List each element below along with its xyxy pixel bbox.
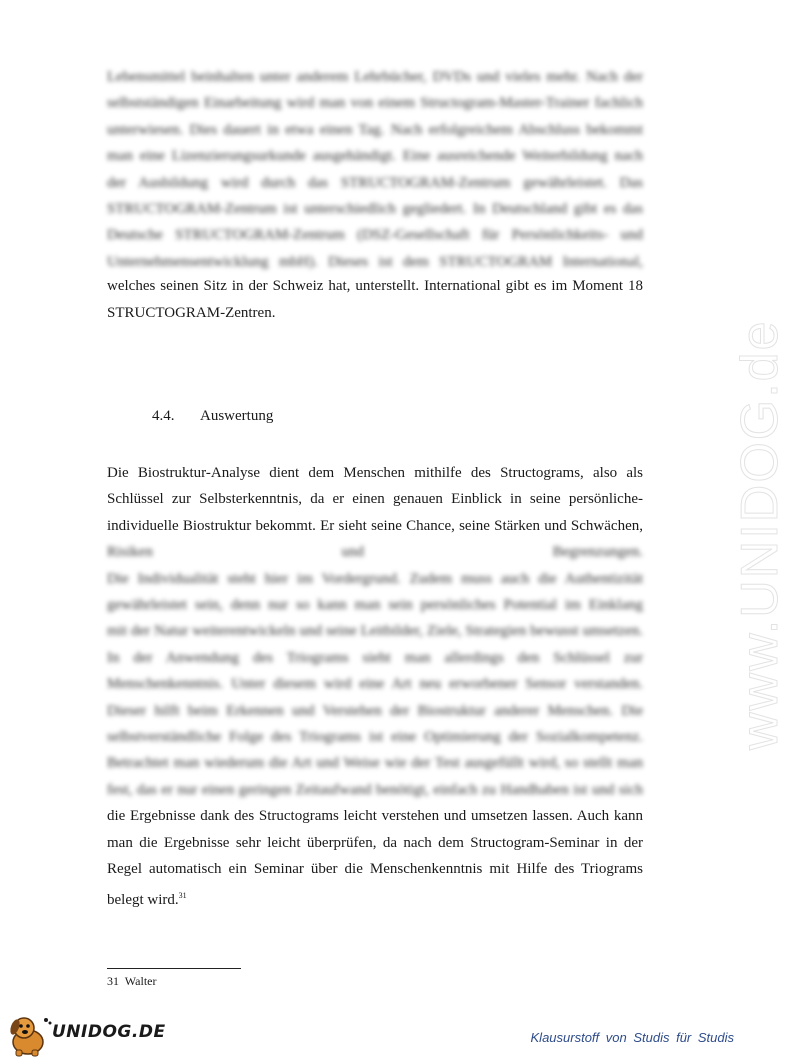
paragraph-line-blurred: Menschenkenntnis. Unter diesem wird eine Art neu erworbener Sensor verstanden. [107, 676, 643, 693]
paragraph-line-blurred: selbstständigen Einarbeitung wird man von einem Structogram-Master-Trainer fachlich [107, 95, 643, 112]
paragraph-line-blurred: mit der Natur weiterentwickeln und seine Leitbilder, Ziele, Strategien bewusst umsetzen. [107, 623, 643, 640]
paragraph-line: Regel automatisch ein Seminar über die Menschenkenntnis mit Hilfe des Triograms [107, 861, 643, 878]
paragraph-line-blurred: Risiken und Begrenzungen. [107, 544, 643, 561]
unidog-logo[interactable] [4, 1012, 166, 1058]
paragraph-last-line [107, 883, 643, 913]
paragraph-line-blurred: der Ausbildung wird durch das STRUCTOGRAM-Zentrum gewährleistet. Das [107, 174, 643, 191]
section-title: Auswertung [200, 408, 274, 424]
footnote-text: Walter [124, 974, 157, 988]
paragraph-line-blurred: Lebensmittel beinhalten unter anderem Lehrbücher, DVDs und vieles mehr. Nach der [107, 69, 643, 85]
dog-mascot-icon [4, 1012, 52, 1058]
footnote [107, 974, 156, 989]
paragraph-line: die Ergebnisse dank des Structograms leicht verstehen und umsetzen lassen. Auch kann [107, 808, 643, 825]
paragraph-line: man die Ergebnisse sehr leicht überprüfen, da nach dem Structogram-Seminar in der [107, 834, 643, 851]
logo-text: UNIDOG.DE [52, 1022, 166, 1042]
section-heading [152, 408, 273, 425]
unidog-watermark [690, 270, 789, 750]
paragraph-line-blurred: Die Individualität steht hier im Vordergrund. Zudem muss auch die Authentizität [107, 570, 643, 587]
footer-tagline: Klausurstoff von Studis für Studis [530, 1030, 734, 1045]
watermark-text: www.UNIDOG.de [731, 319, 789, 750]
footnote-number: 31 [107, 974, 119, 988]
paragraph-line-blurred: Dieser hilft beim Erkennen und Verstehen der Biostruktur anderer Menschen. Die [107, 702, 643, 719]
paragraph-line-blurred: man eine Lizenzierungsurkunde ausgehändigt. Eine ausreichende Weiterbildung nach [107, 148, 643, 165]
footnote-divider [107, 968, 241, 969]
paragraph-line: STRUCTOGRAM-Zentren. [107, 304, 276, 321]
paragraph-line-blurred: Deutsche STRUCTOGRAM-Zentrum (DSZ-Gesellschaft für Persönlichkeits- und [107, 227, 643, 244]
paragraph-line: Schlüssel zur Selbsterkenntnis, da er einen genauen Einblick in seine persönliche- [107, 491, 643, 508]
paragraph-structogram-zentrum [107, 64, 643, 326]
paragraph-line-blurred: In der Anwendung des Triograms sieht man allerdings den Schlüssel zur [107, 649, 643, 666]
paragraph-line: Die Biostruktur-Analyse dient dem Menschen mithilfe des Structograms, also als [107, 465, 643, 481]
paragraph-line-blurred: selbstverständliche Folge des Triograms ist eine Optimierung der Sozialkompetenz. [107, 729, 643, 746]
section-number: 4.4. [152, 408, 175, 424]
paragraph-line-blurred: fest, das er nur einen geringen Zeitaufwand benötigt, einfach zu Handhaben ist und sich [107, 781, 643, 798]
paragraph-line-blurred: Unternehmensentwicklung mbH). Dieses ist dem STRUCTOGRAM International, [107, 253, 643, 270]
paragraph-line-blurred: gewährleistet sein, denn nur so kann man sein persönliches Potential im Einklang [107, 597, 643, 614]
paragraph-auswertung [107, 460, 643, 913]
paragraph-line-blurred: Betrachtet man wiederum die Art und Weise wie der Test ausgefüllt wird, so stellt man [107, 755, 643, 772]
last-line-text: belegt wird. [107, 891, 179, 908]
paragraph-line: welches seinen Sitz in der Schweiz hat, unterstellt. International gibt es im Moment 18 [107, 278, 643, 295]
footnote-reference[interactable]: 31 [178, 890, 187, 900]
paragraph-line: individuelle Biostruktur bekommt. Er sieht seine Chance, seine Stärken und Schwächen, [107, 517, 643, 534]
paragraph-line-blurred: STRUCTOGRAM-Zentrum ist unterschiedlich gegliedert. In Deutschland gibt es das [107, 201, 643, 218]
paragraph-line-blurred: unterwiesen. Dies dauert in etwa einen Tag. Nach erfolgreichem Abschluss bekommt [107, 121, 643, 138]
